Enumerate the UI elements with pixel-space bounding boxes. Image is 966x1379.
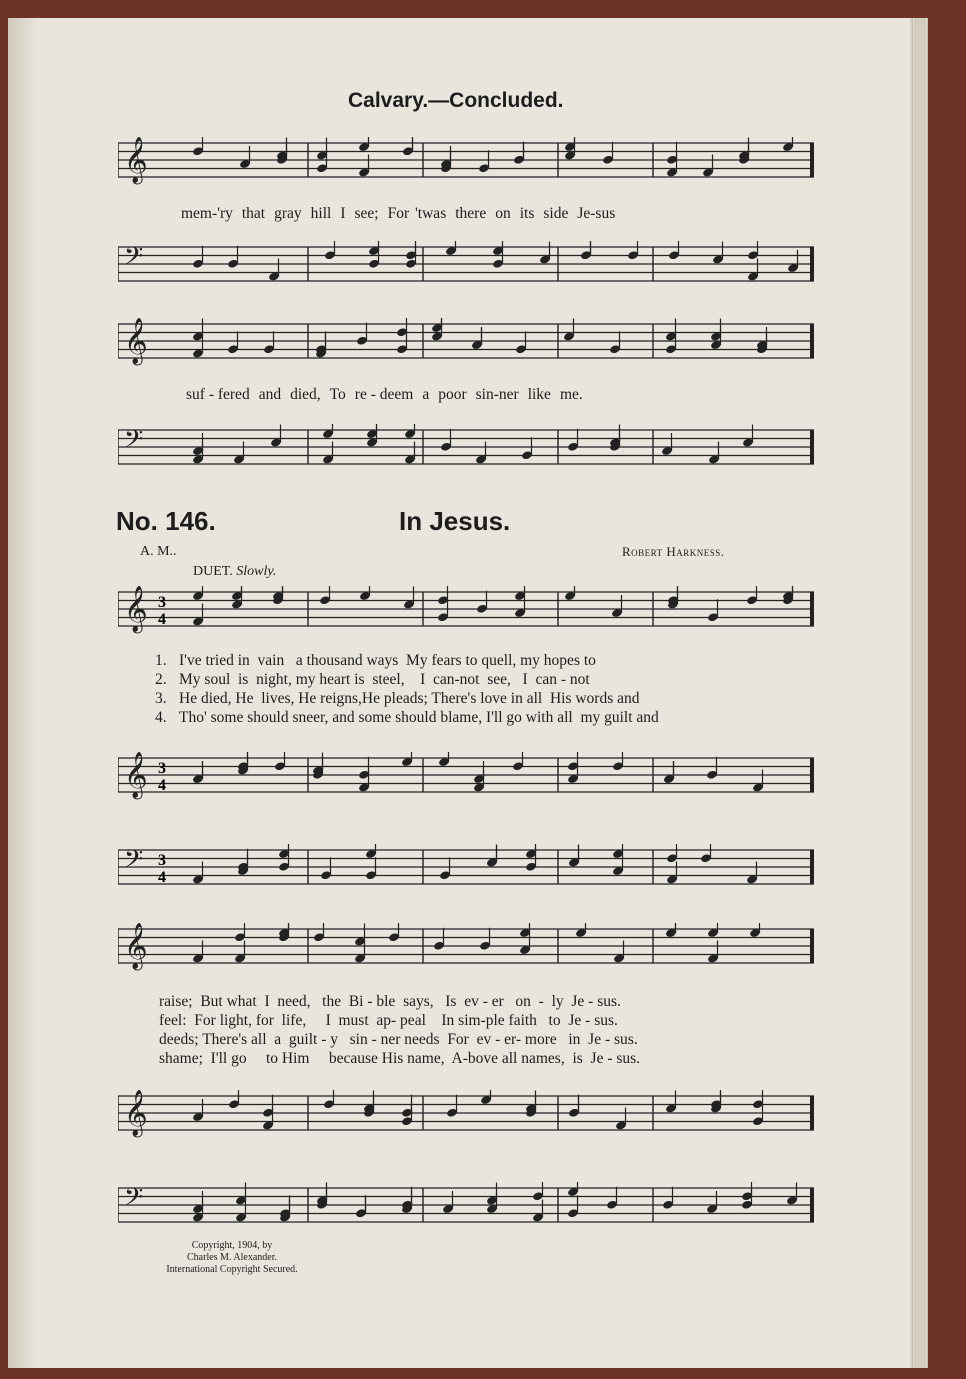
staff-treble-5 (118, 923, 814, 969)
verse-text: He died, He lives, He reigns,He pleads; There's love in all His words and (179, 690, 640, 707)
lyric-word: mem-'ry (181, 205, 233, 222)
hymn-composer: Robert Harkness. (622, 544, 725, 559)
staff-svg (118, 1090, 814, 1144)
verse-number: 1. (155, 652, 167, 669)
lyric-word: gray (274, 205, 302, 222)
staff-treble-2 (118, 318, 814, 364)
verses-part-2 (159, 993, 640, 1069)
lyric-word: I (340, 205, 346, 222)
hymn-number: No. 146. (116, 506, 216, 536)
lyric-word: on (495, 205, 511, 222)
verse-number: 4. (155, 709, 167, 726)
staff-svg (118, 923, 814, 977)
lyric-word: side (543, 205, 569, 222)
lyric-word: sin-ner (475, 386, 519, 403)
staff-svg (118, 752, 814, 806)
staff-svg (118, 844, 814, 898)
lyric-word: see; (354, 205, 379, 222)
hymn-author: A. M.. (140, 544, 177, 559)
lyric-word: For 'twas (387, 205, 447, 222)
staff-svg (118, 241, 814, 295)
tempo-marking (193, 564, 276, 580)
verse-line (155, 690, 659, 709)
verse-text: My soul is night, my heart is steel, I can-not see, I can - not (179, 671, 590, 688)
bass-clef-icon: 𝄢 (124, 242, 144, 277)
staff-bass-2 (118, 425, 814, 464)
lyric-word: died, (290, 386, 321, 403)
bass-clef-icon: 𝄢 (124, 425, 144, 460)
lyric-word: a (422, 386, 430, 403)
lyric-word: hill (310, 205, 332, 222)
lyric-word: me. (559, 386, 583, 403)
lyric-word: Je-sus (577, 205, 616, 222)
staff-bass-1 (118, 242, 814, 281)
copyright-line: Charles M. Alexander. (187, 1252, 277, 1263)
treble-clef-icon: 𝄞 (124, 137, 148, 183)
treble-clef-icon: 𝄞 (124, 586, 148, 632)
time-signature-bottom: 4 (158, 777, 166, 794)
copyright-line: International Copyright Secured. (166, 1264, 298, 1275)
treble-clef-icon: 𝄞 (124, 1090, 148, 1136)
verse-text: Tho' some should sneer, and some should blame, I'll go with all my guilt and (179, 709, 659, 726)
verse-line (155, 709, 659, 728)
lyric-word: there (455, 205, 487, 222)
verse-line (155, 652, 659, 671)
copyright-line: Copyright, 1904, by (191, 1240, 273, 1251)
time-signature-top: 3 (158, 852, 166, 869)
verses-part-1 (155, 652, 659, 728)
staff-svg (118, 424, 814, 478)
time-signature-bottom: 4 (158, 869, 166, 886)
bass-clef-icon: 𝄢 (124, 845, 144, 880)
lyric-word: its (519, 205, 535, 222)
time-signature-top: 3 (158, 594, 166, 611)
hymn-title: In Jesus. (399, 506, 511, 536)
staff-svg (118, 586, 814, 640)
staff-treble-1 (118, 137, 814, 183)
continued-title: Calvary.—Concluded. (348, 89, 564, 112)
staff-bass-3 (118, 845, 814, 886)
verse-line: deeds; There's all a guilt - y sin - ner needs For ev - er- more in Je - sus. (159, 1031, 638, 1048)
duet-label: DUET. (193, 564, 233, 579)
staff-treble-4 (118, 752, 814, 798)
verse-line (155, 671, 659, 690)
time-signature-bottom: 4 (158, 611, 166, 628)
time-signature-top: 3 (158, 760, 166, 777)
lyric-word: and (258, 386, 282, 403)
verse-number: 3. (155, 690, 167, 707)
verse-line: feel: For light, for life, I must ap- peal In sim-ple faith to Je - sus. (159, 1012, 618, 1029)
lyric-word: that (241, 205, 266, 222)
staff-svg (118, 1182, 814, 1236)
page-gutter (8, 18, 38, 1368)
lyric-word: re - deem (354, 386, 414, 403)
lyric-word: To (329, 386, 346, 403)
copyright-notice (132, 1240, 332, 1276)
lyrics-line-1 (181, 205, 624, 223)
lyric-word: suf - fered (186, 386, 250, 403)
tempo-label: Slowly. (236, 564, 277, 579)
staff-svg (118, 137, 814, 191)
staff-bass-4 (118, 1183, 814, 1222)
lyric-word: like (527, 386, 551, 403)
treble-clef-icon: 𝄞 (124, 318, 148, 364)
bass-clef-icon: 𝄢 (124, 1183, 144, 1218)
lyrics-line-2 (186, 386, 592, 404)
verse-text: I've tried in vain a thousand ways My fears to quell, my hopes to (179, 652, 596, 669)
staff-treble-3 (118, 586, 814, 632)
verse-line: shame; I'll go to Him because His name, A-bove all names, is Je - sus. (159, 1050, 641, 1067)
verse-number: 2. (155, 671, 167, 688)
treble-clef-icon: 𝄞 (124, 923, 148, 969)
page-edges (910, 18, 928, 1368)
staff-treble-6 (118, 1090, 814, 1136)
verse-line: raise; But what I need, the Bi - ble says, Is ev - er on - ly Je - sus. (159, 993, 621, 1010)
treble-clef-icon: 𝄞 (124, 752, 148, 798)
staff-svg (118, 318, 814, 372)
lyric-word: poor (438, 386, 467, 403)
